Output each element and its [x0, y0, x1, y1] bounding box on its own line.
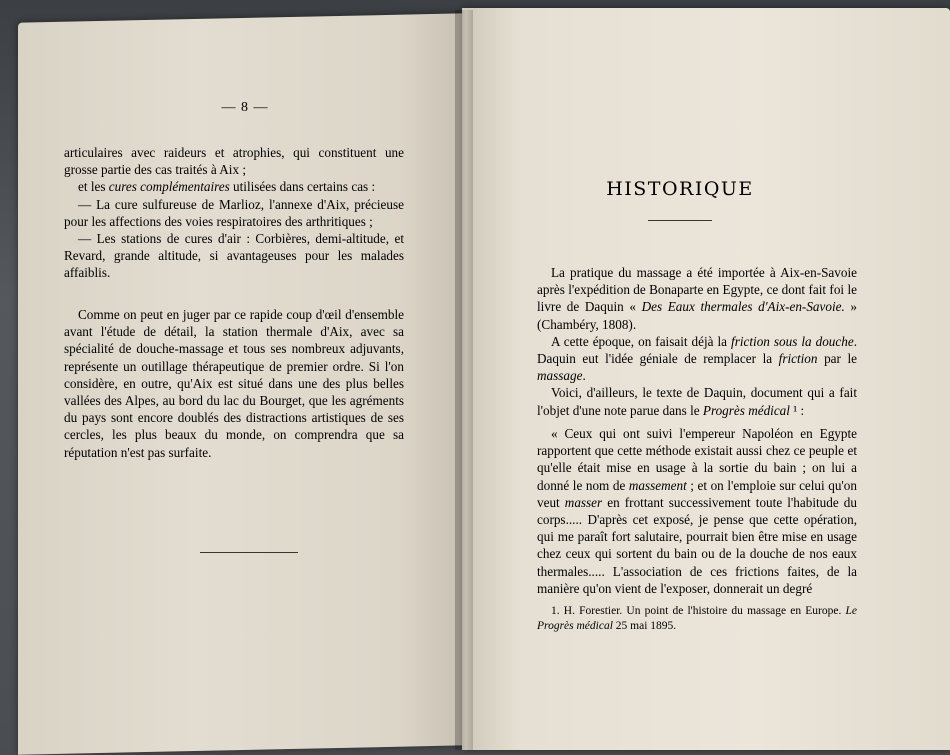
- left-end-rule: [200, 552, 298, 553]
- quote-daquin: « Ceux qui ont suivi l'empereur Napoléon en Egypte rapportent que cette méthode existait aussi chez ce peuple et qu'elle était mise en usage à la sortie du bain ; on lui a donné le nom de massement ; et on l'emploie sur celui qu'on veut masser en frottant successivement toute l'habitude du corps..... D'après cet exposé, je pense que cette opération, qui me paraît fort salutaire, pourrait bien être mise en usage chez ceux qui sortent du bain ou de la douche de nos eaux thermales..... L'association de ces frictions faites, de la manière qu'on vient de l'exposer, donnerait un degré: [537, 426, 857, 596]
- paragraph-cures: et les cures complémentaires utilisées dans certains cas :: [78, 179, 376, 195]
- right-text-block-1: [537, 264, 857, 419]
- paragraph-comme-on-peut: Comme on peut en juger par ce rapide coup d'œil d'ensemble avant l'étude de détail, la station thermale d'Aix, avec sa spécialité de douche-massage et tous ses nombreux adjuvants, représente un outillage thérapeutique de premier ordre. Si l'on considère, en outre, qu'Aix est situé dans une des plus belles vallées des Alpes, au bord du lac du Bourget, que les agréments du pays sont encore doublés des distractions artistiques de ses cercles, les plus beaux du monde, on comprendra que sa réputation n'est pas surfaite.: [64, 307, 404, 460]
- book-gutter: [455, 10, 473, 750]
- footnote-text: 1. H. Forestier. Un point de l'histoire du massage en Europe. Le Progrès médical 25 mai 1895.: [537, 605, 857, 632]
- left-text-block-2: [64, 306, 404, 461]
- paragraph-epoque: A cette époque, on faisait déjà la friction sous la douche. Daquin eut l'idée géniale de remplacer la friction par le massage.: [537, 333, 858, 384]
- footnote: [537, 604, 857, 634]
- paragraph-stations: — Les stations de cures d'air : Corbières, demi-altitude, et Revard, grande altitude, si avantageuses pour les malades affaiblis.: [64, 231, 404, 281]
- chapter-heading: HISTORIQUE: [606, 178, 754, 200]
- paragraph-marlioz: — La cure sulfureuse de Marlioz, l'annexe d'Aix, précieuse pour les affections des voies respiratoires des arthritiques ;: [64, 196, 404, 229]
- left-text-block-1: [64, 144, 404, 282]
- paragraph-articulaires: articulaires avec raideurs et atrophies, qui constituent une grosse partie des cas traités à Aix ;: [64, 145, 404, 178]
- right-text-block-2: [537, 425, 857, 597]
- heading-rule: [648, 220, 712, 221]
- page-number: — 8 —: [221, 100, 269, 115]
- paragraph-pratique: La pratique du massage a été importée à Aix-en-Savoie après l'expédition de Bonaparte en Egypte, ce dont fait foi le livre de Daquin « Des Eaux thermales d'Aix-en-Savoie. » (Chambéry, 1808).: [537, 265, 858, 332]
- paragraph-voici: Voici, d'ailleurs, le texte de Daquin, document qui a fait l'objet d'une note parue dans le Progrès médical ¹ :: [537, 385, 857, 418]
